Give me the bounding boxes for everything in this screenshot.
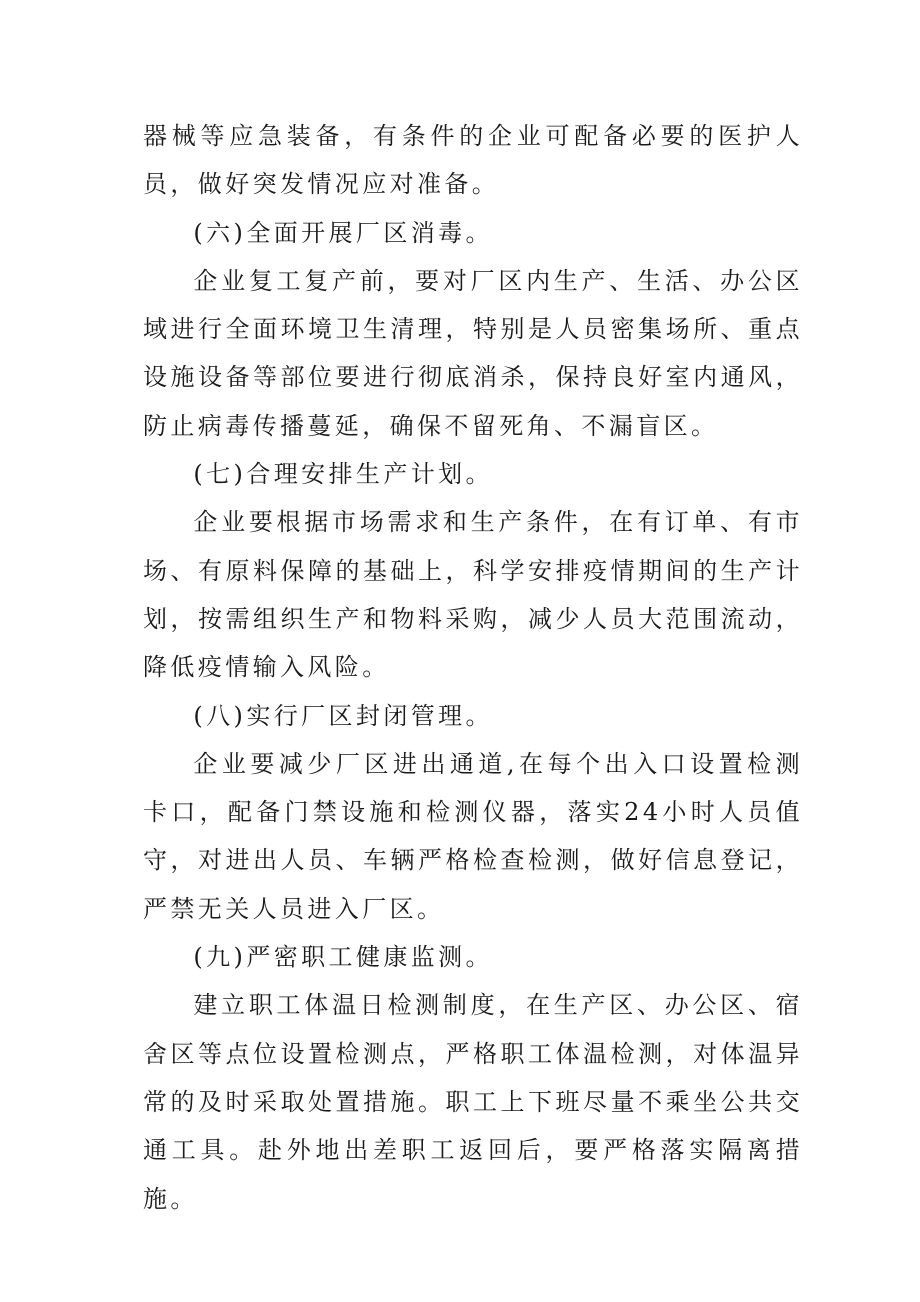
paragraph-production-plan: 企业要根据市场需求和生产条件，在有订单、有市场、有原料保障的基础上，科学安排疫情期间的生产计划，按需组织生产和物料采购，减少人员大范围流动，降低疫情输入风险。 <box>143 508 803 682</box>
section-heading-6: (六)全面开展厂区消毒。 <box>193 218 493 247</box>
section-heading-8: (八)实行厂区封闭管理。 <box>193 701 493 730</box>
paragraph-continuation: 器械等应急装备，有条件的企业可配备必要的医护人员，做好突发情况应对准备。 <box>143 122 803 199</box>
paragraph-health-monitoring: 建立职工体温日检测制度，在生产区、办公区、宿舍区等点位设置检测点，严格职工体温检测，对体温异常的及时采取处置措施。职工上下班尽量不乘坐公共交通工具。赴外地出差职工返回后，要严格落实隔离措施。 <box>143 991 803 1213</box>
paragraph-closed-management: 企业要减少厂区进出通道,在每个出入口设置检测卡口，配备门禁设施和检测仪器，落实24小时人员值守，对进出人员、车辆严格检查检测，做好信息登记，严禁无关人员进入厂区。 <box>143 749 803 923</box>
section-heading-7: (七)合理安排生产计划。 <box>193 460 493 489</box>
paragraph-disinfection: 企业复工复产前，要对厂区内生产、生活、办公区域进行全面环境卫生清理，特别是人员密集场所、重点设施设备等部位要进行彻底消杀，保持良好室内通风，防止病毒传播蔓延，确保不留死角、不漏盲区。 <box>143 266 803 440</box>
section-heading-9: (九)严密职工健康监测。 <box>193 943 493 972</box>
document-body <box>143 112 803 1223</box>
